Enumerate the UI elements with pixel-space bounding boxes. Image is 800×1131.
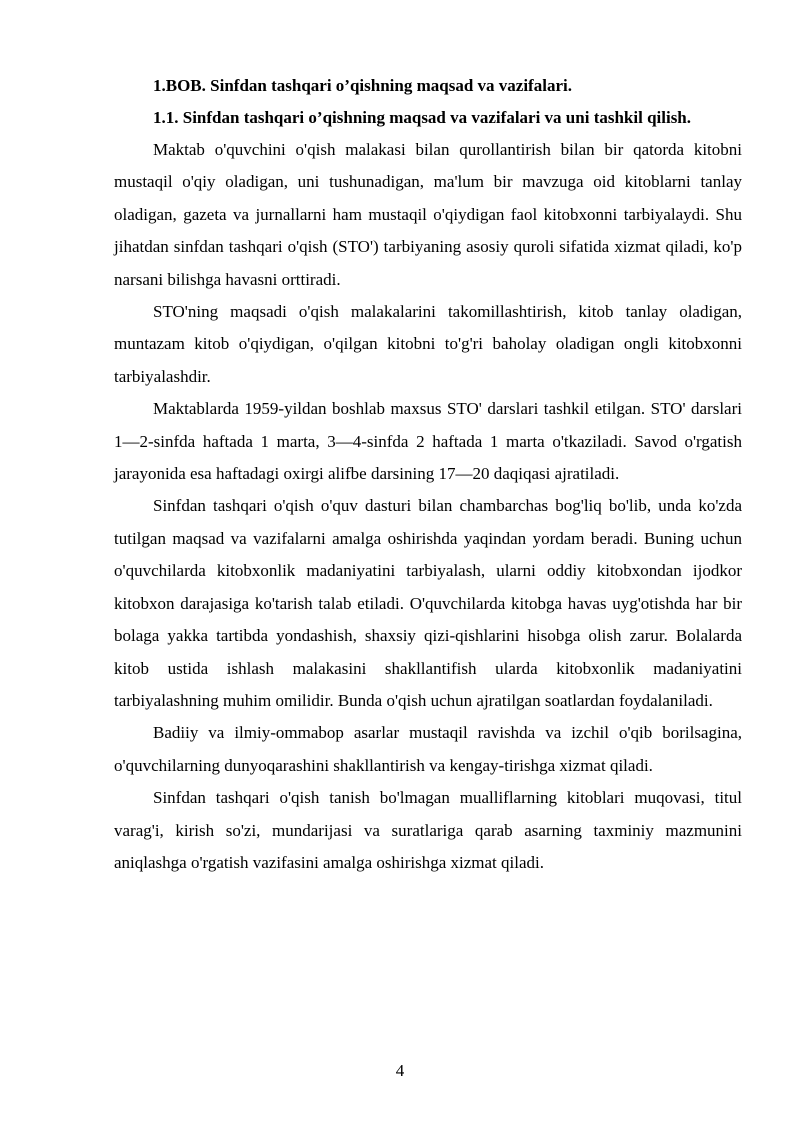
paragraph-6: Sinfdan tashqari o'qish tanish bo'lmagan mualliflarning kitoblari muqovasi, titul varag'i, kirish so'zi, mundarijasi va suratlariga qarab asarning taxminiy mazmunini aniqlashga o'rgatish vazifasini amalga oshirishga xizmat qiladi. xyxy=(114,788,742,872)
page-number: 4 xyxy=(395,1061,405,1080)
document-page xyxy=(114,70,742,879)
paragraph-4: Sinfdan tashqari o'qish o'quv dasturi bilan chambarchas bog'liq bo'lib, unda ko'zda tutilgan maqsad va vazifalarni amalga oshirishda yaqindan yordam beradi. Buning uchun o'quvchilarda kitobxonlik madaniyatini tarbiyalash, ularni oddiy kitobxondan ijodkor kitobxon darajasiga ko'tarish talab etiladi. O'quvchilarda kitobga havas uyg'otishda har bir bolaga yakka tartibda yondashish, shaxsiy qizi-qishlarini hisobga olish zarur. Bolalarda kitob ustida ishlash malakasini shakllantifish ularda kitobxonlik madaniyatini tarbiyalashning muhim omilidir. Bunda o'qish uchun ajratilgan soatlardan foydalaniladi. xyxy=(114,496,742,710)
chapter-heading: 1.BOB. Sinfdan tashqari o’qishning maqsad va vazifalari. xyxy=(153,76,572,95)
paragraph-2: STO'ning maqsadi o'qish malakalarini takomillashtirish, kitob tanlay oladigan, muntazam kitob o'qiydigan, o'qilgan kitobni to'g'ri baholay oladigan ongli kitobxonni tarbiyalashdir. xyxy=(114,302,742,386)
paragraph-1: Maktab o'quvchini o'qish malakasi bilan qurollantirish bilan bir qatorda kitobni mustaqil o'qiy oladigan, uni tushunadigan, ma'lum bir mavzuga oid kitoblarni tanlay oladigan, gazeta va jurnallarni ham mustaqil o'qiydigan faol kitobxonni tarbiyalaydi. Shu jihatdan sinfdan tashqari o'qish (STO') tarbiyaning asosiy quroli sifatida xizmat qiladi, ko'p narsani bilishga havasni orttiradi. xyxy=(114,140,742,289)
section-heading: 1.1. Sinfdan tashqari o’qishning maqsad va vazifalari va uni tashkil qilish. xyxy=(153,108,692,127)
paragraph-5: Badiiy va ilmiy-ommabop asarlar mustaqil ravishda va izchil o'qib borilsagina, o'quvchilarning dunyoqarashini shakllantirish va kengay-tirishga xizmat qiladi. xyxy=(114,723,742,775)
paragraph-3: Maktablarda 1959-yildan boshlab maxsus STO' darslari tashkil etilgan. STO' darslari 1—2-sinfda haftada 1 marta, 3—4-sinfda 2 haftada 1 marta o'tkaziladi. Savod o'rgatish jarayonida esa haftadagi oxirgi alifbe darsining 17—20 daqiqasi ajratiladi. xyxy=(114,399,742,484)
